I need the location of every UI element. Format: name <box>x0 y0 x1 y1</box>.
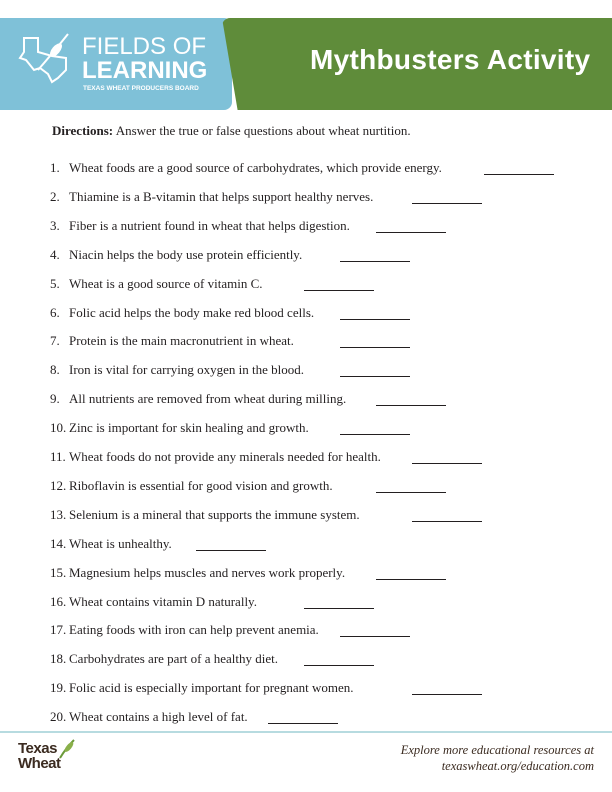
answer-blank[interactable] <box>376 492 446 493</box>
question-item <box>50 305 314 321</box>
question-text: Fiber is a nutrient found in wheat that helps digestion. <box>69 217 350 233</box>
answer-blank[interactable] <box>412 203 482 204</box>
question-number: 7. <box>50 333 60 349</box>
question-item <box>50 333 294 349</box>
question-number: 1. <box>50 160 60 175</box>
question-item <box>50 160 442 176</box>
question-item <box>50 478 333 494</box>
answer-blank[interactable] <box>340 319 410 320</box>
question-item <box>50 247 302 263</box>
answer-blank[interactable] <box>340 434 410 435</box>
question-text: Wheat foods are a good source of carbohydrates, which provide energy. <box>69 160 442 175</box>
question-number: 9. <box>50 391 60 407</box>
answer-blank[interactable] <box>412 521 482 522</box>
answer-blank[interactable] <box>340 347 410 348</box>
question-number: 10. <box>50 420 67 436</box>
texas-wheat-logo <box>18 741 61 771</box>
question-text: Iron is vital for carrying oxygen in the blood. <box>69 362 305 378</box>
answer-blank[interactable] <box>196 550 266 551</box>
question-item <box>50 680 353 696</box>
answer-blank[interactable] <box>340 261 410 262</box>
question-text: Thiamine is a B-vitamin that helps support healthy nerves. <box>69 188 374 204</box>
answer-blank[interactable] <box>304 290 374 291</box>
question-item <box>50 449 381 465</box>
question-item <box>50 651 278 667</box>
question-number: 17. <box>50 622 67 638</box>
question-text: All nutrients are removed from wheat during milling. <box>69 391 347 407</box>
directions <box>52 123 411 139</box>
directions-label: Directions: <box>52 123 114 138</box>
answer-blank[interactable] <box>484 174 554 175</box>
logo-subtitle: TEXAS WHEAT PRODUCERS BOARD <box>83 85 199 92</box>
answer-blank[interactable] <box>340 636 410 637</box>
question-number: 13. <box>50 506 67 522</box>
logo-text-learning: LEARNING <box>82 57 208 84</box>
logo-word-wheat: Wheat <box>18 755 61 772</box>
answer-blank[interactable] <box>412 694 482 695</box>
footer-line1: Explore more educational resources at <box>400 743 594 757</box>
question-number: 8. <box>50 362 60 378</box>
answer-blank[interactable] <box>304 608 374 609</box>
question-text: Protein is the main macronutrient in wheat. <box>69 333 294 349</box>
question-number: 3. <box>50 217 60 233</box>
page-title: Mythbusters Activity <box>310 44 591 75</box>
question-item <box>50 189 373 205</box>
question-number: 5. <box>50 275 60 291</box>
answer-blank[interactable] <box>268 723 338 724</box>
directions-text: Answer the true or false questions about wheat nurtition. <box>115 123 411 138</box>
question-number: 6. <box>50 304 60 320</box>
question-number: 15. <box>50 564 67 580</box>
question-text: Zinc is important for skin healing and growth. <box>69 420 309 436</box>
question-number: 2. <box>50 188 60 204</box>
answer-blank[interactable] <box>412 463 482 464</box>
wheat-icon <box>58 738 76 760</box>
question-number: 4. <box>50 246 60 262</box>
question-text: Selenium is a mineral that supports the immune system. <box>69 506 360 522</box>
logo-text-fields-of: FIELDS OF <box>82 33 207 60</box>
footer-divider <box>0 731 612 733</box>
question-text: Eating foods with iron can help prevent anemia. <box>69 622 319 638</box>
question-number: 19. <box>50 680 67 696</box>
question-text: Wheat contains a high level of fat. <box>69 709 248 725</box>
question-item <box>50 565 345 581</box>
question-item <box>50 536 172 552</box>
answer-blank[interactable] <box>340 376 410 377</box>
question-item <box>50 218 350 234</box>
question-number: 11. <box>50 449 66 464</box>
question-item <box>50 391 346 407</box>
question-item <box>50 507 360 523</box>
question-text: Riboflavin is essential for good vision and growth. <box>69 477 333 493</box>
answer-blank[interactable] <box>376 579 446 580</box>
footer-link[interactable]: texaswheat.org/education.com <box>441 759 594 773</box>
answer-blank[interactable] <box>376 405 446 406</box>
question-text: Carbohydrates are part of a healthy diet. <box>69 651 278 667</box>
question-text: Folic acid is especially important for pregnant women. <box>69 680 354 696</box>
question-text: Wheat contains vitamin D naturally. <box>69 593 257 609</box>
question-text: Wheat is a good source of vitamin C. <box>69 275 263 291</box>
question-item <box>50 276 263 292</box>
question-number: 18. <box>50 651 67 667</box>
question-text: Folic acid helps the body make red blood cells. <box>69 304 315 320</box>
question-text: Wheat is unhealthy. <box>69 535 172 551</box>
question-item <box>50 362 304 378</box>
question-text: Magnesium helps muscles and nerves work properly. <box>69 564 346 580</box>
question-number: 14. <box>50 535 67 551</box>
answer-blank[interactable] <box>304 665 374 666</box>
question-text: Niacin helps the body use protein efficiently. <box>69 246 303 262</box>
footer-note <box>401 742 594 774</box>
question-item <box>50 420 309 436</box>
question-item <box>50 709 248 725</box>
question-number: 16. <box>50 593 67 609</box>
answer-blank[interactable] <box>376 232 446 233</box>
question-item <box>50 622 319 638</box>
question-number: 20. <box>50 709 67 725</box>
question-text: Wheat foods do not provide any minerals needed for health. <box>69 449 381 464</box>
logo-word-texas: Texas <box>18 740 57 757</box>
question-number: 12. <box>50 477 67 493</box>
question-item <box>50 594 257 610</box>
texas-wheat-icon <box>18 30 78 86</box>
